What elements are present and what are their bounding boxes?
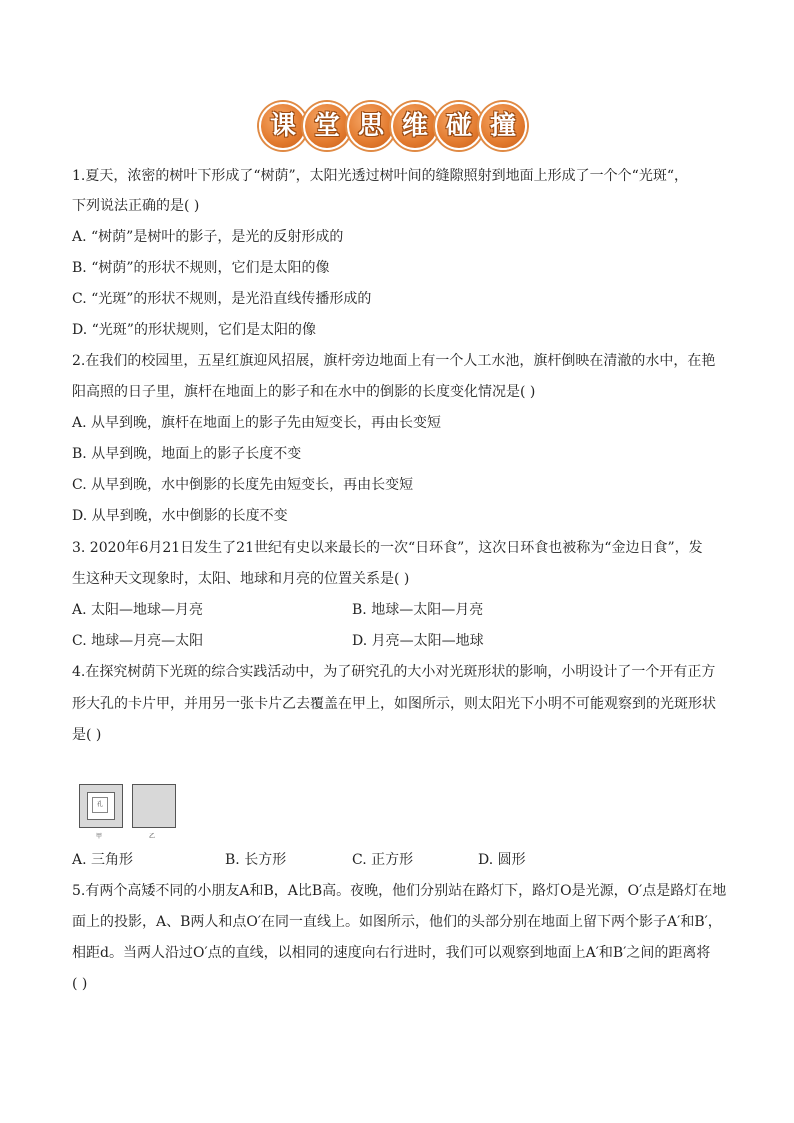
q4-stem-line2: 形大孔的卡片甲，并用另一张卡片乙去覆盖在甲上，如图所示，则太阳光下小明不可能观察到的光斑形状 [72,696,716,712]
card-jia [79,784,123,828]
q3-option-a: A. 太阳—地球—月亮 [72,602,204,618]
q5-stem-line3: 相距d。当两人沿过O′点的直线，以相同的速度向右行进时，我们可以观察到地面上A′和B′之间的距离将 [72,945,711,961]
q2-stem-line1: 2.在我们的校园里，五星红旗迎风招展，旗杆旁边地面上有一个人工水池，旗杆倒映在清澈的水中，在艳 [72,353,716,369]
q2-option-b: B. 从早到晚，地面上的影子长度不变 [72,446,302,462]
title-char: 撞 [479,102,527,150]
q1-option-c: C. “光斑”的形状不规则，是光沿直线传播形成的 [72,291,372,307]
q2-option-c: C. 从早到晚，水中倒影的长度先由短变长，再由长变短 [72,477,414,493]
card-figure [79,784,179,844]
title-badges [259,102,523,150]
q5-stem-line1: 5.有两个高矮不同的小朋友A和B，A比B高。夜晚，他们分别站在路灯下，路灯O是光源，O′点是路灯在地 [72,883,727,899]
q4-option-c: C. 正方形 [352,852,414,868]
q5-stem-line4: ( ) [72,976,88,992]
q4-stem-line1: 4.在探究树荫下光斑的综合实践活动中，为了研究孔的大小对光斑形状的影响，小明设计了一个开有正方 [72,664,716,680]
q3-stem-line1: 3. 2020年6月21日发生了21世纪有史以来最长的一次“日环食”，这次日环食也被称为“金边日食”，发 [72,540,703,556]
q3-option-c: C. 地球—月亮—太阳 [72,633,204,649]
q1-option-d: D. “光斑”的形状规则，它们是太阳的像 [72,322,316,338]
title-char: 课 [259,102,307,150]
square-hole: 孔 [92,797,108,813]
title-char: 维 [391,102,439,150]
q4-option-d: D. 圆形 [478,852,526,868]
q1-option-b: B. “树荫”的形状不规则，它们是太阳的像 [72,260,330,276]
q1-stem-line2: 下列说法正确的是( ) [72,198,200,214]
section-title [0,100,794,150]
q2-stem-line2: 阳高照的日子里，旗杆在地面上的影子和在水中的倒影的长度变化情况是( ) [72,384,536,400]
q3-stem-line2: 生这种天文现象时，太阳、地球和月亮的位置关系是( ) [72,571,410,587]
title-char: 碰 [435,102,483,150]
q1-stem-line1: 1.夏天，浓密的树叶下形成了“树荫”，太阳光透过树叶间的缝隙照射到地面上形成了一个个“光斑“， [72,168,688,184]
title-char: 思 [347,102,395,150]
card-yi [132,784,176,828]
card-jia-label: 甲 [96,833,103,840]
q4-option-a: A. 三角形 [72,852,134,868]
q2-option-d: D. 从早到晚，水中倒影的长度不变 [72,508,288,524]
q3-option-b: B. 地球—太阳—月亮 [352,602,484,618]
q4-stem-line3: 是( ) [72,727,102,743]
q5-stem-line2: 面上的投影，A、B两人和点O′在同一直线上。如图所示，他们的头部分别在地面上留下两个影子A′和B′， [72,914,722,930]
title-char: 堂 [303,102,351,150]
q2-option-a: A. 从早到晚，旗杆在地面上的影子先由短变长，再由长变短 [72,415,442,431]
q1-option-a: A. “树荫”是树叶的影子，是光的反射形成的 [72,229,344,245]
q4-option-b: B. 长方形 [225,852,287,868]
q3-option-d: D. 月亮—太阳—地球 [352,633,484,649]
card-yi-label: 乙 [149,833,156,840]
